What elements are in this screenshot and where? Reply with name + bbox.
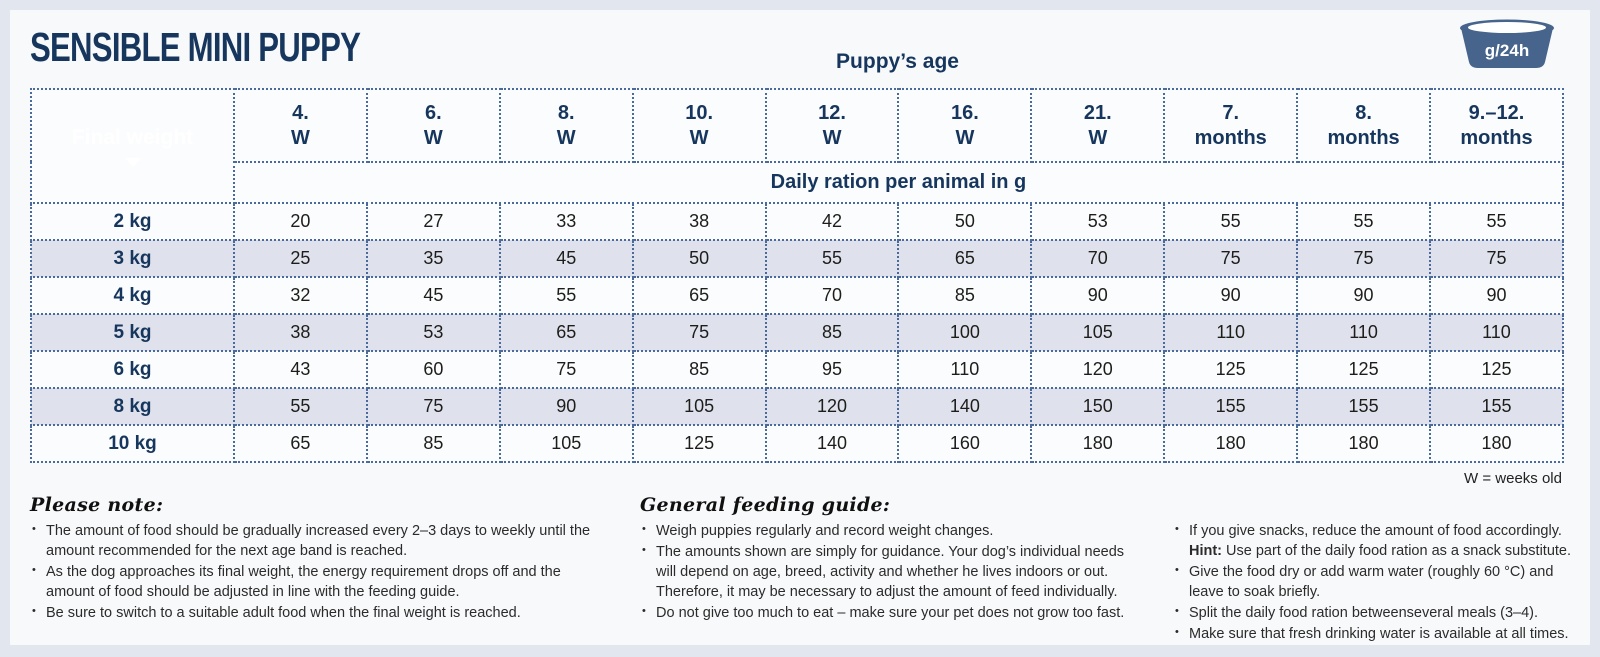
ration-cell: 42 <box>766 203 899 240</box>
ration-cell: 55 <box>1164 203 1297 240</box>
age-header-row <box>31 89 1563 162</box>
ration-cell: 38 <box>234 314 367 351</box>
ration-cell: 90 <box>1430 277 1563 314</box>
ration-cell: 105 <box>1031 314 1164 351</box>
table-row <box>31 314 1563 351</box>
ration-cell: 33 <box>500 203 633 240</box>
ration-cell: 85 <box>766 314 899 351</box>
notes-section <box>30 494 1575 645</box>
table-row <box>31 425 1563 462</box>
ration-cell: 65 <box>898 240 1031 277</box>
please-note-section <box>30 494 608 645</box>
note-bullet-with-hint <box>1173 521 1573 561</box>
age-unit: W <box>689 126 709 149</box>
age-unit: W <box>556 126 576 149</box>
ration-cell: 32 <box>234 277 367 314</box>
ration-cell: 90 <box>1031 277 1164 314</box>
ration-cell: 105 <box>500 425 633 462</box>
ration-cell: 45 <box>367 277 500 314</box>
ration-cell: 70 <box>766 277 899 314</box>
ration-cell: 125 <box>1297 351 1430 388</box>
ration-cell: 90 <box>1164 277 1297 314</box>
ration-cell: 70 <box>1031 240 1164 277</box>
ration-cell: 155 <box>1297 388 1430 425</box>
age-unit: W <box>822 126 842 149</box>
age-column-header <box>367 89 500 162</box>
weight-label: 5 kg <box>31 314 234 351</box>
age-column-header <box>234 89 367 162</box>
note-bullet: • Give the food dry or add warm water (roughly 60 °C) and leave to soak briefly. <box>1173 562 1573 602</box>
age-number: 21. <box>1083 101 1112 124</box>
ration-cell: 155 <box>1164 388 1297 425</box>
ration-cell: 90 <box>500 388 633 425</box>
ration-cell: 180 <box>1031 425 1164 462</box>
ration-cell: 110 <box>1430 314 1563 351</box>
ration-cell: 55 <box>500 277 633 314</box>
age-column-header <box>500 89 633 162</box>
ration-cell: 55 <box>766 240 899 277</box>
weight-label: 10 kg <box>31 425 234 462</box>
age-number: 10. <box>685 101 714 124</box>
ration-cell: 120 <box>1031 351 1164 388</box>
ration-cell: 75 <box>1430 240 1563 277</box>
ration-cell: 85 <box>367 425 500 462</box>
ration-cell: 65 <box>633 277 766 314</box>
ration-cell: 75 <box>500 351 633 388</box>
please-note-heading: Please note: <box>30 494 164 516</box>
dog-bowl-icon <box>1452 18 1562 70</box>
ration-cell: 105 <box>633 388 766 425</box>
g24h-badge-text: g/24h <box>1484 41 1530 60</box>
ration-table-body <box>31 203 1563 462</box>
ration-cell: 65 <box>500 314 633 351</box>
note-bullet: • Be sure to switch to a suitable adult food when the final weight is reached. <box>30 603 608 623</box>
content-panel <box>10 10 1590 645</box>
age-column-header <box>766 89 899 162</box>
ration-cell: 35 <box>367 240 500 277</box>
table-row <box>31 351 1563 388</box>
age-number: 6. <box>424 101 442 124</box>
ration-cell: 110 <box>1297 314 1430 351</box>
note-bullet: • Do not give too much to eat – make sure your pet does not grow too fast. <box>640 603 1135 623</box>
hint-label: Hint: <box>1189 543 1223 559</box>
feeding-table <box>30 88 1564 463</box>
puppys-age-label: Puppy’s age <box>836 50 959 73</box>
ration-cell: 125 <box>633 425 766 462</box>
weight-label: 4 kg <box>31 277 234 314</box>
ration-cell: 75 <box>367 388 500 425</box>
page-title: SENSIBLE MINI PUPPY <box>30 24 361 70</box>
ration-cell: 20 <box>234 203 367 240</box>
note-bullet: • The amount of food should be gradually increased every 2–3 days to weekly until the amount recommended for the next age band is reached. <box>30 521 608 561</box>
age-unit: months <box>1327 126 1400 149</box>
ration-cell: 55 <box>234 388 367 425</box>
weight-label: 8 kg <box>31 388 234 425</box>
age-number: 9.–12. <box>1468 101 1525 124</box>
age-column-header <box>898 89 1031 162</box>
table-row <box>31 203 1563 240</box>
ration-cell: 150 <box>1031 388 1164 425</box>
triangle-down-icon <box>125 158 141 167</box>
daily-ration-subheader: Daily ration per animal in g <box>234 162 1563 203</box>
ration-cell: 160 <box>898 425 1031 462</box>
ration-cell: 155 <box>1430 388 1563 425</box>
age-column-header <box>1164 89 1297 162</box>
ration-cell: 140 <box>898 388 1031 425</box>
ration-cell: 53 <box>367 314 500 351</box>
age-number: 16. <box>950 101 979 124</box>
ration-cell: 38 <box>633 203 766 240</box>
ration-cell: 65 <box>234 425 367 462</box>
age-unit: months <box>1460 126 1533 149</box>
age-unit: W <box>1088 126 1108 149</box>
age-unit: W <box>955 126 975 149</box>
ration-cell: 110 <box>898 351 1031 388</box>
ration-cell: 60 <box>367 351 500 388</box>
ration-cell: 180 <box>1430 425 1563 462</box>
ration-cell: 125 <box>1430 351 1563 388</box>
age-number: 8. <box>557 101 575 124</box>
snack-note: If you give snacks, reduce the amount of food accordingly. <box>1189 523 1562 539</box>
table-row <box>31 240 1563 277</box>
age-column-header <box>1031 89 1164 162</box>
ration-cell: 75 <box>633 314 766 351</box>
ration-cell: 75 <box>1297 240 1430 277</box>
ration-cell: 180 <box>1297 425 1430 462</box>
ration-cell: 110 <box>1164 314 1297 351</box>
ration-cell: 100 <box>898 314 1031 351</box>
ration-cell: 180 <box>1164 425 1297 462</box>
weight-label: 3 kg <box>31 240 234 277</box>
age-unit: W <box>423 126 443 149</box>
note-bullet: • Weigh puppies regularly and record weight changes. <box>640 521 1135 541</box>
tips-section <box>1173 494 1573 645</box>
note-bullet: • Split the daily food ration betweenseveral meals (3–4). <box>1173 603 1573 623</box>
ration-cell: 50 <box>898 203 1031 240</box>
age-number: 7. <box>1222 101 1240 124</box>
ration-cell: 75 <box>1164 240 1297 277</box>
ration-cell: 125 <box>1164 351 1297 388</box>
final-weight-label: Final weight <box>71 125 194 149</box>
weight-label: 2 kg <box>31 203 234 240</box>
age-unit: months <box>1194 126 1267 149</box>
table-row <box>31 277 1563 314</box>
tips-list <box>1173 521 1573 644</box>
feeding-guide-list <box>640 521 1135 623</box>
feeding-guide-section <box>640 494 1135 645</box>
ration-cell: 85 <box>898 277 1031 314</box>
ration-cell: 55 <box>1297 203 1430 240</box>
ration-cell: 25 <box>234 240 367 277</box>
age-number: 4. <box>292 101 309 124</box>
age-number: 8. <box>1355 101 1372 124</box>
table-row <box>31 388 1563 425</box>
note-bullet: • As the dog approaches its final weight, the energy requirement drops off and the amount of food should be adjusted in line with the feeding guide. <box>30 562 608 602</box>
ration-cell: 85 <box>633 351 766 388</box>
subheader-row <box>31 162 1563 203</box>
ration-cell: 53 <box>1031 203 1164 240</box>
ration-cell: 27 <box>367 203 500 240</box>
ration-cell: 43 <box>234 351 367 388</box>
ration-cell: 90 <box>1297 277 1430 314</box>
ration-cell: 120 <box>766 388 899 425</box>
age-column-header <box>633 89 766 162</box>
please-note-list <box>30 521 608 623</box>
ration-cell: 55 <box>1430 203 1563 240</box>
age-unit: W <box>291 126 310 149</box>
note-bullet: • The amounts shown are simply for guidance. Your dog’s individual needs will depend on age, breed, activity and whether he lives indoors or out. Therefore, it may be necessary to adjust the amount of feed individually. <box>640 542 1135 602</box>
age-number: 12. <box>818 101 846 124</box>
feeding-guide-heading: General feeding guide: <box>640 494 891 516</box>
ration-cell: 50 <box>633 240 766 277</box>
age-column-header <box>1297 89 1430 162</box>
hint-text: Use part of the daily food ration as a snack substitute. <box>1222 543 1572 559</box>
ration-cell: 45 <box>500 240 633 277</box>
ration-cell: 95 <box>766 351 899 388</box>
age-column-header <box>1430 89 1563 162</box>
final-weight-header <box>31 89 234 203</box>
weight-label: 6 kg <box>31 351 234 388</box>
note-bullet: • Make sure that fresh drinking water is available at all times. <box>1173 624 1573 644</box>
weeks-legend: W = weeks old <box>1464 470 1562 487</box>
ration-cell: 140 <box>766 425 899 462</box>
